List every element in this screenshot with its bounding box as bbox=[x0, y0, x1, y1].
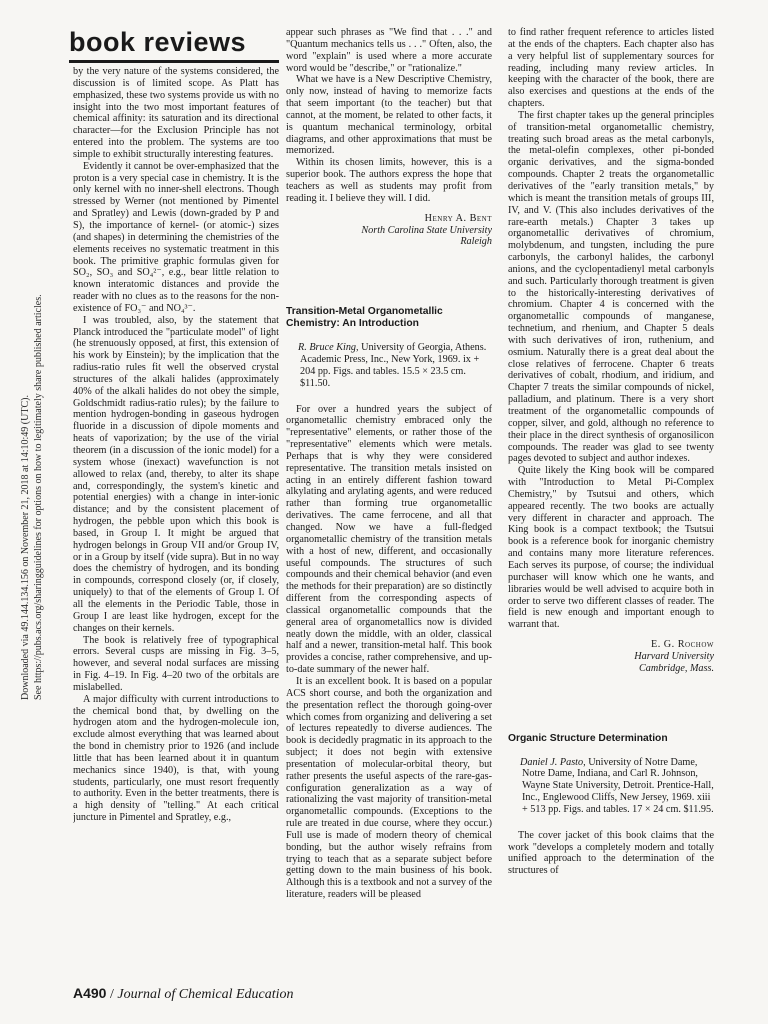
paragraph: What we have is a New Descriptive Chemistry, only now, instead of having to memorize facts that seem important (to the teacher) but that cannot, at the moment, be related to other facts, it is quantum mechanical terminology, orbital diagrams, and other approximations that must be memorized. bbox=[286, 74, 492, 157]
paragraph: Quite likely the King book will be compared with "Introduction to Metal Pi-Complex Chemistry," by Tsutsui and others, which appeared recently. The two books are actually very different in character and approach. The King book is a compact textbook; the Tsutsui book is a reference book for inorganic chemistry and contains many more literature references. Each serves its purpose, of course; the individual purchaser will know which one he wants, and libraries would be well advised to acquire both in order to serve two different classes of reader. The field is new enough and important enough to warrant that. bbox=[508, 465, 714, 631]
download-notice-line2: See https://pubs.acs.org/sharingguidelines for options on how to legitimately share published articles. bbox=[32, 294, 44, 700]
review-title: Transition-Metal Organometallic Chemistry: An Introduction bbox=[286, 306, 443, 330]
book-details: University of Notre Dame, Notre Dame, Indiana, and Carl R. Johnson, Wayne State University, Detroit. Prentice-Hall, Inc., Englewood Cliffs, New Jersey, 1969. xiii + 513 pp. Figs. and tables. 17 × 24 cm. $11.95. bbox=[522, 756, 714, 815]
page-footer bbox=[73, 985, 294, 1003]
paragraph: It is an excellent book. It is based on a popular ACS short course, and both the organization and the presentation reflect the thorough going-over which comes from organizing and delivering a set of lectures repeatedly to diverse audiences. The book is decidedly pragmatic in its approach to the subject; it does not begin with extensive presentation of molecular-orbital theory, but rather presents the useful aspects of the rare-gas-configuration generalization as a way of rationalizing the vast majority of transition-metal organometallic compounds. (Exceptions to the rule are treated in due course, where they occur.) Full use is made of modern theory of chemical bonding, but the author wisely refrains from trying to teach that as a separate subject before getting down to the main business of his book. Although this is a textbook and not a survey of the literature, readers will be pleased bbox=[286, 675, 492, 901]
reviewer-name: Henry A. Bent bbox=[424, 212, 492, 224]
reviewer-affiliation: Harvard University bbox=[634, 650, 714, 662]
review-title: Organic Structure Determination bbox=[508, 732, 668, 744]
paragraph: to find rather frequent reference to articles listed at the ends of the chapters. Each chapter also has a very helpful list of supplementary sources for reading, including many review articles. In keeping with the character of the book, there are also exercises and questions at the ends of the chapters. bbox=[508, 27, 714, 110]
book-citation bbox=[286, 342, 492, 389]
paragraph: by the very nature of the systems considered, the discussion is of limited scope. As Platt has emphasized, these two systems provide us with no insight into the two most important features of chemical affinity: its saturation and its directional character—for the Exclusion Principle has not entered into the problem. The systems are too simple to exhibit structurally interesting features. bbox=[73, 66, 279, 160]
section-title: book reviews bbox=[69, 26, 279, 63]
book-details: University of Georgia, Athens. Academic Press, Inc., New York, 1969. ix + 204 pp. Figs. and tables. 15.5 × 23.5 cm. $11.50. bbox=[300, 342, 487, 389]
journal-name: Journal of Chemical Education bbox=[117, 987, 294, 1002]
column-2 bbox=[286, 27, 492, 967]
download-notice-line1: Downloaded via 49.144.134.156 on November 21, 2018 at 14:10:49 (UTC). bbox=[20, 395, 31, 700]
column-1 bbox=[73, 66, 279, 966]
paragraph: For over a hundred years the subject of organometallic chemistry embraced only the "representative" elements, or rather those of the "representative" elements which were metals. Perhaps that is why they were considered representative. The transition metals insisted on acting in an entirely different fashion toward alkylating and arylating agents, and were reduced rather than forming true organometallic derivatives. The came ferrocene, and all that changed. Now we have a full-fledged organometallic chemistry of the transition metals with a host of new, different, and occasionally useful compounds. The structures of such compounds and their chemical behavior (and even the methods for their preparation) are so distinctly different from the corresponding aspects of classical organometallic compounds that the general area of organometallics now is divided neatly down the middle, with an older, classical half and a newer, transition-metal half. This book provides a concise, rather comprehensive, and up-to-date summary of the newer half. bbox=[286, 403, 492, 676]
paragraph: Within its chosen limits, however, this is a superior book. The authors express the hope that teachers as well as students may profit from reading it. I believe they will. I did. bbox=[286, 157, 492, 204]
reviewer-name: E. G. Rochow bbox=[650, 639, 714, 651]
paragraph: A major difficulty with current introductions to the chemical bond that, by dwelling on the hydrogen atom and the hydrogen-molecule ion, exclude almost everything that was learned about the bond in chemistry prior to 1926 (and include little that has been learned about it in quantum mechanics since 1940), is that, with young students, particularly, one must resort frequently to authority. Even in the better treatments, there is a high density of "telling." At each critical juncture in Pimentel and Spratley, e.g., bbox=[73, 693, 279, 824]
paragraph: The book is relatively free of typographical errors. Several cusps are missing in Fig. 3–5, however, and several nodal surfaces are missing in Fig. 4–19. In Fig. 4–20 two of the orbitals are mislabelled. bbox=[73, 634, 279, 693]
reviewer-signature bbox=[508, 639, 714, 675]
book-citation bbox=[508, 757, 714, 816]
column-3 bbox=[508, 27, 714, 967]
reviewer-location: Cambridge, Mass. bbox=[639, 662, 714, 674]
footer-separator: / bbox=[109, 987, 114, 1002]
reviewer-signature bbox=[286, 213, 492, 249]
paragraph: I was troubled, also, by the statement that Planck introduced the "particulate model" of light (he strenuously opposed, at first, this extension of his work by Einstein); by the implication that the radius-ratio rules fit well the observed crystal structures of the alkali halides (approximately 40% of the alkali halides do not obey the simple, Goldschmidt radius-ratio rules); by the failure to mention hydrogen-bonding in gaseous hydrogen fluoride in a discussion of dipole moments and heats of vaporization; by the use of the virial theorem (in a discussion of the ionic model) for a system whose (inexact) wavefunction is not allowed to relax (and, thereby, to alter its shape and, correspondingly, the system's kinetic and potential energies) with a change in inter-ionic distance; and by the consistent placement of hydrogen, the pebble upon which this book is based, in Group I. It might be argued that hydrogen belongs in Group VII and/or Group IV, or in a Group by itself (vide supra). But in no way does the chemistry of hydrogen, and its bonding in compounds, correspond closely (or, if closely, uniquely) to that of the elements of Group I. Of all the elements in the Periodic Table, those in Group I are least like hydrogen, except for the changes on their kernels. bbox=[73, 314, 279, 634]
reviewer-affiliation: North Carolina State University bbox=[361, 224, 492, 236]
paragraph: The first chapter takes up the general principles of transition-metal organometallic chemistry, treating such broad areas as the metal carbonyls, the metal-olefin complexes, other pi-bonded organic derivatives, and the sigma-bonded compounds. Chapter 2 treats the organometallic derivatives of the "early transition metals," by which is meant the transition metals of groups III, IV, and V. (This also includes derivatives of the rare-earth metals.) Chapter 3 takes up organometallic derivatives of chromium, molybdenum, and tungsten, including the pure carbonyls, the carbonyl halides, the carbonyl anions, and the cyclopentadienyl metal carbonyls and such. Particularly thorough treatment is given to the historically-interesting derivatives of chromium. Chapter 4 is concerned with the organometallic compounds of manganese, technetium, and rhenium, and Chapter 5 deals with such derivatives of iron, ruthenium, and osmium. Naturally there is a great deal about the close relatives of ferrocene. Chapter 6 treats derivatives of cobalt, rhodium, and iridium, and Chapter 7 treats the similar compounds of nickel, palladium, and platinum. There is a very short treatment of the organometallic compounds of copper, silver, and gold, although no reference to their place in the direct synthesis of organosilicon compounds. The reader was glad to see twenty pages devoted to subject and author indexes. bbox=[508, 109, 714, 465]
paragraph: Evidently it cannot be over-emphasized that the proton is a very special case in chemistry. It is the only kernel with no inner-shell electrons. Though stressed by Werner (not mentioned by Pimentel and Spratley) and Lewis (down-graded by P and S), the importance of kernel- (or atomic-) sizes (and shapes) in determining the chemistries of the elements receives no systematic treatment in this book. The primitive graphic formulas given for SO₂, SO₃ and SO₄²⁻, e.g., bear little relation to known interatomic distances and provide the reader with no clues as to the reasons for the non-existence of FO₃⁻ and NO₄³⁻. bbox=[73, 160, 279, 314]
book-author: R. Bruce King, bbox=[298, 342, 359, 354]
paragraph: The cover jacket of this book claims that the work "develops a completely modern and totally unified approach to the determination of the structures of bbox=[508, 829, 714, 877]
reviewer-location: Raleigh bbox=[460, 236, 492, 248]
download-notice bbox=[20, 294, 45, 700]
paragraph: appear such phrases as "We find that . . ." and "Quantum mechanics tells us . . ." Often, also, the word "explain" is used where a more accurate word would be "describe," or "rationalize." bbox=[286, 27, 492, 74]
page-number: A490 bbox=[73, 985, 107, 1001]
book-author: Daniel J. Pasto, bbox=[520, 756, 586, 768]
